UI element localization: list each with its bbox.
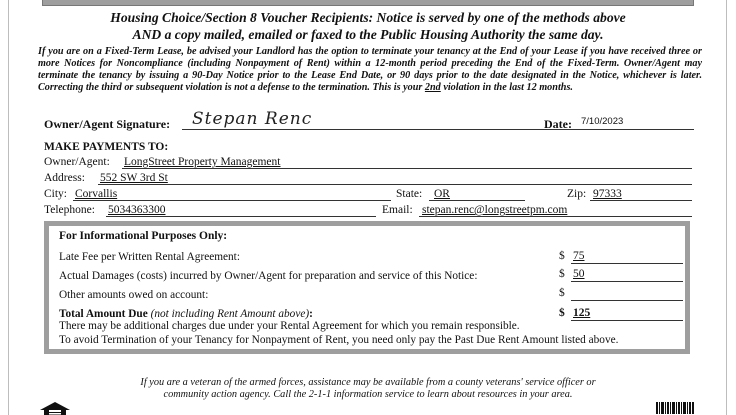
section8-notice-line1: Housing Choice/Section 8 Voucher Recipients: Notice is served by one of the methods above xyxy=(110,10,626,25)
address-field xyxy=(44,172,692,186)
damages-value: 50 xyxy=(573,268,585,280)
total-label-row xyxy=(59,308,313,320)
zip-value: 97333 xyxy=(593,188,622,200)
barcode-icon xyxy=(655,401,695,415)
zip-line xyxy=(590,200,692,201)
late-fee-label: Late Fee per Written Rental Agreement: xyxy=(59,251,240,263)
violation-ordinal: 2nd xyxy=(424,81,441,93)
section8-notice xyxy=(40,9,696,43)
section8-notice-line2: AND a copy mailed, emailed or faxed to the Public Housing Authority the same day. xyxy=(132,27,604,42)
informational-box-inner xyxy=(49,226,685,349)
other-amounts-label: Other amounts owed on account: xyxy=(59,289,209,301)
fixed-term-text: If you are on a Fixed-Term Lease, be advised your Landlord has the option to terminate your tenancy at the End of your Lease if you have received three or more Notices for Noncompliance (including Nonpayment of Rent) within a 12-month period preceding the End of the Fixed-Term. Owner/Agent may terminate the tenancy by issuing a 90-Day Notice prior to the Lease End Date, or 90 days prior to the date designated in the Notice, whichever is later. Correcting the third or subsequent violation is not a defense to the termination. This is your xyxy=(38,46,702,93)
owner-agent-line xyxy=(122,168,692,169)
damages-line xyxy=(571,281,683,282)
email-value: stepan.renc@longstreetpm.com xyxy=(422,204,568,216)
date-line xyxy=(578,129,694,130)
state-value: OR xyxy=(434,188,450,200)
equal-housing-icon xyxy=(40,402,70,415)
signature-value: Stepan Renc xyxy=(192,109,313,129)
signature-row xyxy=(44,109,694,133)
owner-agent-value: LongStreet Property Management xyxy=(124,156,281,168)
right-border xyxy=(726,0,727,415)
damages-currency: $ xyxy=(559,268,565,280)
email-label: Email: xyxy=(382,204,413,216)
city-state-zip-row xyxy=(44,188,692,202)
signature-label: Owner/Agent Signature: xyxy=(44,117,171,131)
info-title: For Informational Purposes Only: xyxy=(59,230,228,242)
address-label: Address: xyxy=(44,172,85,184)
owner-agent-field xyxy=(44,156,692,170)
signature-line xyxy=(182,129,580,130)
address-value: 552 SW 3rd St xyxy=(100,172,168,184)
total-note: (not including Rent Amount above) xyxy=(150,308,310,320)
damages-label: Actual Damages (costs) incurred by Owner/Agent for preparation and service of this Notice: xyxy=(59,270,478,282)
late-fee-value: 75 xyxy=(573,250,585,262)
email-line xyxy=(419,216,692,217)
veteran-notice xyxy=(100,377,636,400)
zip-label: Zip: xyxy=(567,188,587,200)
total-line xyxy=(571,320,683,321)
fixed-term-text-end: violation in the last 12 months. xyxy=(443,81,573,93)
telephone-line xyxy=(106,216,376,217)
late-fee-line xyxy=(571,263,683,264)
city-label: City: xyxy=(44,188,68,200)
total-currency: $ xyxy=(559,307,565,319)
other-currency: $ xyxy=(559,287,565,299)
fixed-term-paragraph xyxy=(38,46,702,94)
city-value: Corvallis xyxy=(75,188,118,200)
avoid-termination-note: To avoid Termination of your Tenancy for Nonpayment of Rent, you need only pay the Past Due Rent Amount listed above. xyxy=(59,334,619,346)
total-label: Total Amount Due xyxy=(59,308,148,320)
late-fee-currency: $ xyxy=(559,250,565,262)
veteran-notice-line2: community action agency. Call the 2-1-1 information service to learn about resources in your area. xyxy=(163,388,573,400)
total-colon: : xyxy=(309,308,313,320)
state-label: State: xyxy=(396,188,423,200)
informational-box xyxy=(44,221,690,354)
left-border xyxy=(8,0,9,415)
other-line xyxy=(571,300,683,301)
address-line xyxy=(98,184,692,185)
veteran-notice-line1: If you are a veteran of the armed forces, assistance may be available from a county veterans' service officer or xyxy=(140,377,596,388)
top-shaded-band xyxy=(42,0,694,6)
owner-agent-label: Owner/Agent: xyxy=(44,156,110,168)
state-line xyxy=(429,200,525,201)
phone-email-row xyxy=(44,204,692,218)
telephone-label: Telephone: xyxy=(44,204,95,216)
additional-charges-note: There may be additional charges due under your Rental Agreement for which you remain responsible. xyxy=(59,320,520,332)
telephone-value: 5034363300 xyxy=(108,204,166,216)
date-label: Date: xyxy=(544,117,572,131)
city-line xyxy=(73,200,391,201)
total-value: 125 xyxy=(573,307,591,319)
make-payments-heading: MAKE PAYMENTS TO: xyxy=(44,141,169,153)
date-value: 7/10/2023 xyxy=(581,116,624,127)
